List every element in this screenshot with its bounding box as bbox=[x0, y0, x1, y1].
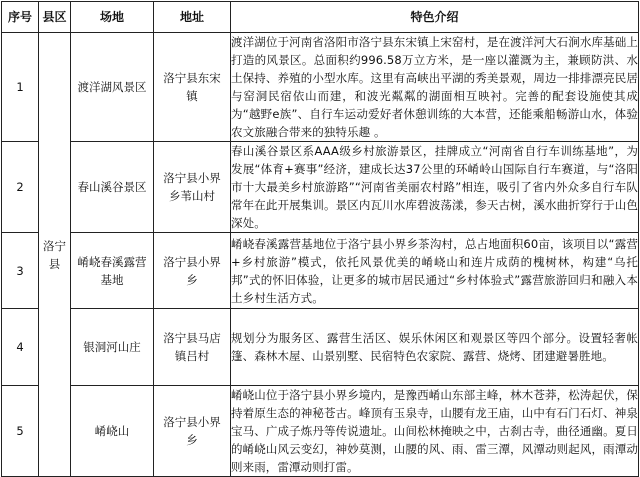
address-text: 洛宁县马店镇吕村 bbox=[163, 331, 221, 363]
venue-name: 春山溪谷景区 bbox=[77, 180, 147, 194]
venue-name: 崤峣山 bbox=[94, 424, 130, 438]
table-row bbox=[2, 142, 639, 233]
header-venue: 场地 bbox=[71, 2, 154, 33]
table-row bbox=[2, 309, 639, 386]
venue-cell bbox=[71, 142, 154, 233]
description-cell: 崤峣山位于洛宁县小界乡境内，是豫西崤山东部主峰，林木苍莽，松涛起伏，保持着原生态的神秘苍古。峰顶有玉泉寺，山腰有龙王庙，山中有石门石灯、神泉宝马、广成子炼丹等传说遗址。山间松林掩映之中，古刹古寺，曲径通幽。夏日的崤峣山风云变幻，神妙莫测，山腰的风、雨、雷三潭，风潭动则起风，雨潭动则来雨，雷潭动则打雷。 bbox=[231, 386, 639, 477]
description-cell: 规划分为服务区、露营生活区、娱乐休闲区和观景区等四个部分。设置轻奢帐篷、森林木屋、山景别墅、民宿特色农家院、露营、烧烤、团建避暑胜地。 bbox=[231, 309, 639, 386]
description-cell: 春山溪谷景区系AAA级乡村旅游景区，挂牌成立“河南省自行车训练基地”，为发展“体育+赛事”经济，建成长达37公里的环崤岭山国际自行车赛道，与“洛阳市十大最美乡村旅游路”“河南省美丽农村路”相连，吸引了省内外众多自行车队常年在此开展集训。景区内瓦川水库碧波荡漾，参天古树，溪水曲折穿行于山色深处。 bbox=[231, 142, 639, 233]
address-cell bbox=[154, 386, 231, 477]
address-text: 洛宁县东宋镇 bbox=[163, 71, 221, 103]
table-row bbox=[2, 233, 639, 309]
table-row bbox=[2, 33, 639, 142]
row-index: 4 bbox=[2, 309, 39, 386]
row-index: 5 bbox=[2, 386, 39, 477]
venue-cell bbox=[71, 33, 154, 142]
row-index: 2 bbox=[2, 142, 39, 233]
venue-name: 崤峣春溪露营基地 bbox=[77, 254, 147, 287]
venue-name: 渡洋湖风景区 bbox=[77, 80, 147, 94]
header-features: 特色介绍 bbox=[231, 2, 639, 33]
description-cell: 崤峣春溪露营基地位于洛宁县小界乡茶沟村，总占地面积60亩，该项目以“露营+乡村旅游”模式，依托风景优美的崤峣山和连片成荫的槐树林，构建“乌托邦”式的怀旧体验，让更多的城市居民通过“乡村体验式”露营旅游回归和融入本土乡村生活方式。 bbox=[231, 233, 639, 309]
address-text: 洛宁县小界乡 bbox=[163, 254, 221, 287]
address-text: 洛宁县小界乡 bbox=[163, 415, 221, 447]
county-cell bbox=[39, 33, 71, 477]
row-index: 1 bbox=[2, 33, 39, 142]
scenic-spots-table bbox=[1, 1, 639, 477]
table-header-row bbox=[2, 2, 639, 33]
address-cell bbox=[154, 309, 231, 386]
county-name: 洛宁县 bbox=[43, 238, 66, 271]
venue-cell bbox=[71, 233, 154, 309]
address-cell bbox=[154, 233, 231, 309]
venue-name: 银洞河山庄 bbox=[83, 340, 141, 354]
header-address: 地址 bbox=[154, 2, 231, 33]
address-cell bbox=[154, 142, 231, 233]
description-cell: 渡洋湖位于河南省洛阳市洛宁县东宋镇上宋窑村，是在渡洋河大石涧水库基础上打造的风景区。总面积约996.58万立方米，是一座以灌溉为主，兼顾防洪、水土保持、养殖的小型水库。这里有高峡出平湖的秀美景观，周边一排排漂亮民居与窑洞民宿依山而建，和波光粼粼的湖面相互映衬。完善的配套设施使其成为“越野e族”、自行车运动爱好者休憩训练的大本营，还能乘船畅游山水，体验农文旅融合带来的独特乐趣 。 bbox=[231, 33, 639, 142]
venue-cell bbox=[71, 386, 154, 477]
row-index: 3 bbox=[2, 233, 39, 309]
address-cell bbox=[154, 33, 231, 142]
header-county: 县区 bbox=[39, 2, 71, 33]
header-index: 序号 bbox=[2, 2, 39, 33]
venue-cell bbox=[71, 309, 154, 386]
address-text: 洛宁县小界乡苇山村 bbox=[163, 171, 221, 203]
table-row bbox=[2, 386, 639, 477]
